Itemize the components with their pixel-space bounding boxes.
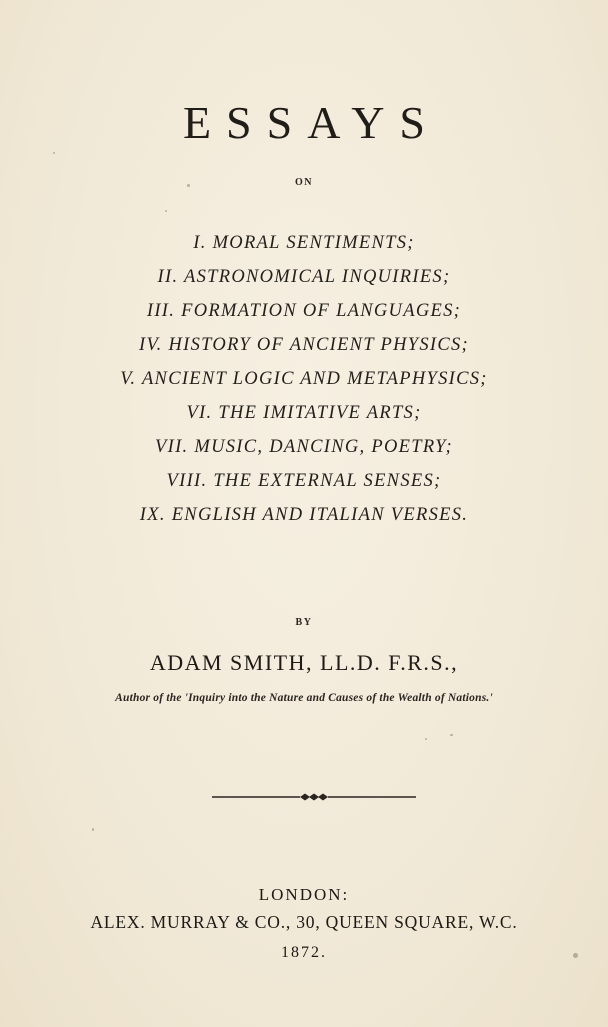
- imprint-year: 1872.: [281, 944, 327, 961]
- author-description: Author of the 'Inquiry into the Nature and Causes of the Wealth of Nations.': [115, 692, 493, 704]
- contents-item: I. MORAL SENTIMENTS;: [193, 233, 415, 253]
- divider-ornament: [212, 789, 416, 805]
- contents-item: III. FORMATION OF LANGUAGES;: [146, 301, 462, 321]
- paper-speck: [425, 738, 427, 740]
- by-label: BY: [295, 617, 313, 628]
- paper-speck: [53, 152, 55, 154]
- contents-item: IX. ENGLISH AND ITALIAN VERSES.: [139, 505, 469, 525]
- imprint-city: LONDON:: [258, 885, 350, 904]
- author-name: ADAM SMITH, LL.D. F.R.S.,: [149, 650, 459, 675]
- contents-item: II. ASTRONOMICAL INQUIRIES;: [157, 267, 451, 287]
- on-label: ON: [295, 177, 313, 188]
- imprint-publisher: ALEX. MURRAY & CO., 30, QUEEN SQUARE, W.C.: [90, 912, 518, 932]
- paper-speck: [92, 828, 94, 831]
- contents-item: IV. HISTORY OF ANCIENT PHYSICS;: [138, 335, 469, 355]
- contents-item: VIII. THE EXTERNAL SENSES;: [166, 471, 442, 491]
- paper-speck: [450, 734, 453, 736]
- paper-speck: [573, 953, 578, 958]
- book-title: ESSAYS: [182, 97, 441, 148]
- contents-item: VI. THE IMITATIVE ARTS;: [186, 403, 422, 423]
- paper-speck: [165, 210, 167, 212]
- contents-list: [0, 226, 608, 532]
- contents-item: V. ANCIENT LOGIC AND METAPHYSICS;: [120, 369, 488, 389]
- contents-item: VII. MUSIC, DANCING, POETRY;: [155, 437, 453, 457]
- paper-speck: [187, 184, 190, 187]
